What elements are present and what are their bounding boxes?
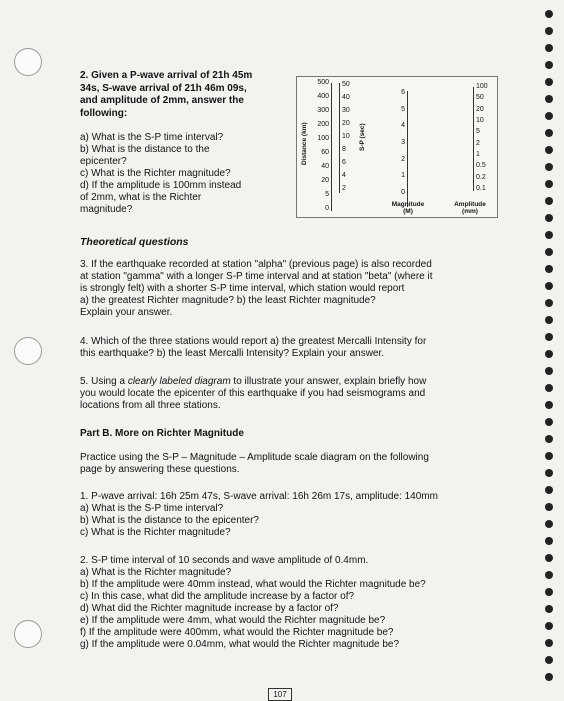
magnitude-scale-line	[407, 91, 408, 207]
spiral-ring	[545, 554, 553, 562]
q5-first-line	[80, 376, 426, 388]
p1-line: a) What is the S-P time interval?	[80, 503, 224, 514]
spiral-ring	[545, 265, 553, 273]
amplitude-tick-label: 2	[476, 139, 480, 147]
magnitude-tick-label: 5	[401, 105, 405, 113]
distance-tick-label: 40	[321, 163, 329, 170]
sp-tick-label: 40	[342, 94, 350, 101]
spiral-ring	[545, 537, 553, 545]
magnitude-label-text: Magnitude	[391, 201, 425, 208]
distance-tick-label: 200	[317, 121, 329, 128]
distance-tick-label: 400	[317, 93, 329, 100]
q2-item: c) What is the Richter magnitude?	[80, 168, 231, 179]
spiral-ring	[545, 656, 553, 664]
sp-scale-line	[339, 83, 340, 193]
magnitude-tick-label: 3	[401, 139, 405, 146]
q2-header-line: 2. Given a P-wave arrival of 21h 45m	[80, 70, 253, 81]
spiral-ring	[545, 486, 553, 494]
q5-italic: clearly labeled diagram	[127, 376, 231, 387]
spiral-ring	[545, 248, 553, 256]
q3-line: Explain your answer.	[80, 307, 173, 318]
spiral-ring	[545, 10, 553, 18]
magnitude-label	[385, 201, 431, 215]
practice-line: page by answering these questions.	[80, 464, 240, 475]
spiral-ring	[545, 384, 553, 392]
distance-axis-label: Distance (km)	[301, 122, 308, 165]
sp-tick-label: 8	[342, 146, 346, 153]
p1-line: 1. P-wave arrival: 16h 25m 47s, S-wave arrival: 16h 26m 17s, amplitude: 140mm	[80, 491, 438, 502]
sp-tick-label: 6	[342, 159, 346, 166]
q5	[80, 376, 426, 412]
q2-item: of 2mm, what is the Richter	[80, 192, 202, 203]
amplitude-tick-label: 0.2	[476, 173, 486, 181]
q2-header-line: 34s, S-wave arrival of 21h 46m 09s,	[80, 82, 247, 94]
sp-tick-label: 4	[342, 172, 346, 179]
distance-tick-label: 300	[317, 107, 329, 114]
spiral-ring	[545, 27, 553, 35]
amplitude-label	[447, 201, 493, 215]
spiral-ring	[545, 673, 553, 681]
sp-axis-label: S-P (sec)	[359, 123, 366, 151]
q4-line: 4. Which of the three stations would report a) the greatest Mercalli Intensity for	[80, 336, 427, 347]
magnitude-unit-text: (M)	[403, 208, 413, 215]
q2-header	[80, 70, 252, 120]
amplitude-tick-label: 100	[476, 83, 488, 90]
spiral-ring	[545, 622, 553, 630]
q3-line: at station "gamma" with a longer S-P time interval and at station "beta" (where it	[80, 271, 433, 282]
sp-tick-label: 30	[342, 107, 350, 114]
magnitude-tick-label: 0	[401, 189, 405, 196]
q2-item: b) What is the distance to the	[80, 144, 210, 155]
distance-tick-label: 100	[317, 135, 329, 142]
q2-item: epicenter?	[80, 156, 127, 167]
q3-line: 3. If the earthquake recorded at station "alpha" (previous page) is also recorded	[80, 259, 432, 270]
spiral-ring	[545, 503, 553, 511]
p2-line: g) If the amplitude were 0.04mm, what would the Richter magnitude be?	[80, 639, 400, 650]
theoretical-heading: Theoretical questions	[80, 236, 189, 248]
p2-line: e) If the amplitude were 4mm, what would the Richter magnitude be?	[80, 615, 386, 626]
distance-tick-label: 0	[325, 205, 329, 212]
q4-line: this earthquake? b) the least Mercalli Intensity? Explain your answer.	[80, 348, 385, 359]
spiral-ring	[545, 214, 553, 222]
spiral-ring	[545, 316, 553, 324]
spiral-ring	[545, 333, 553, 341]
spiral-ring	[545, 350, 553, 358]
spiral-ring	[545, 129, 553, 137]
amplitude-scale-line	[473, 87, 474, 191]
spiral-ring	[545, 231, 553, 239]
spiral-binding	[538, 0, 564, 700]
practice-intro	[80, 452, 429, 476]
amplitude-label-text: Amplitude	[454, 201, 486, 208]
amplitude-tick-label: 1	[476, 151, 480, 158]
spiral-ring	[545, 588, 553, 596]
spiral-ring	[545, 605, 553, 613]
spiral-ring	[545, 367, 553, 375]
amplitude-tick-label: 50	[476, 94, 484, 102]
magnitude-tick-label: 4	[401, 122, 405, 130]
spiral-ring	[545, 452, 553, 460]
p2-line: 2. S-P time interval of 10 seconds and wave amplitude of 0.4mm.	[80, 555, 369, 566]
spiral-ring	[545, 78, 553, 86]
q5-line: locations from all three stations.	[80, 400, 221, 411]
distance-tick-label: 20	[321, 177, 329, 184]
practice-q2	[80, 555, 426, 651]
spiral-ring	[545, 180, 553, 188]
spiral-ring	[545, 112, 553, 120]
q2-item: magnitude?	[80, 204, 133, 215]
spiral-ring	[545, 61, 553, 69]
spiral-ring	[545, 44, 553, 52]
spiral-ring	[545, 401, 553, 409]
amplitude-tick-label: 0.1	[476, 185, 486, 192]
amplitude-tick-label: 10	[476, 117, 484, 124]
distance-tick-label: 5	[325, 191, 329, 198]
q4	[80, 336, 426, 360]
distance-scale-line	[331, 83, 332, 211]
q2-items	[80, 132, 241, 216]
p2-line: b) If the amplitude were 40mm instead, what would the Richter magnitude be?	[80, 579, 426, 590]
binder-hole-top	[14, 48, 42, 76]
spiral-ring	[545, 146, 553, 154]
p1-line: c) What is the Richter magnitude?	[80, 527, 231, 538]
magnitude-tick-label: 6	[401, 89, 405, 96]
q2-item: d) If the amplitude is 100mm instead	[80, 180, 242, 191]
spiral-ring	[545, 299, 553, 307]
spiral-ring	[545, 520, 553, 528]
p2-line: d) What did the Richter magnitude increase by a factor of?	[80, 603, 339, 614]
sp-tick-label: 10	[342, 133, 350, 140]
distance-tick-label: 60	[321, 149, 329, 156]
amplitude-tick-label: 5	[476, 128, 480, 136]
p2-line: a) What is the Richter magnitude?	[80, 567, 232, 578]
q2-header-line: following:	[80, 107, 128, 119]
sp-tick-label: 2	[342, 185, 346, 192]
q5-suffix: to illustrate your answer, explain briefly how	[230, 376, 427, 387]
p2-line: f) If the amplitude were 400mm, what would the Richter magnitude be?	[80, 627, 394, 638]
spiral-ring	[545, 469, 553, 477]
q3-line: is strongly felt) with a shorter S-P time interval, which station would report	[80, 283, 405, 294]
p2-line: c) In this case, what did the amplitude increase by a factor of?	[80, 591, 355, 602]
q5-line: you would locate the epicenter of this earthquake if you had seismograms and	[80, 388, 426, 399]
practice-line: Practice using the S-P – Magnitude – Amplitude scale diagram on the following	[80, 452, 429, 463]
practice-q1	[80, 491, 438, 539]
amplitude-unit-text: (mm)	[462, 208, 478, 215]
q3	[80, 259, 433, 319]
spiral-ring	[545, 639, 553, 647]
spiral-ring	[545, 163, 553, 171]
q2-header-line: and amplitude of 2mm, answer the	[80, 95, 244, 106]
q2-item: a) What is the S-P time interval?	[80, 132, 224, 143]
distance-tick-label: 500	[317, 79, 329, 86]
spiral-ring	[545, 435, 553, 443]
amplitude-tick-label: 20	[476, 105, 484, 113]
part-b-heading: Part B. More on Richter Magnitude	[80, 428, 244, 439]
p1-line: b) What is the distance to the epicenter?	[80, 515, 259, 526]
page-number: 107	[268, 688, 292, 701]
q3-line: a) the greatest Richter magnitude? b) the least Richter magnitude?	[80, 295, 376, 306]
sp-tick-label: 50	[342, 81, 350, 88]
binder-hole-bottom	[14, 620, 42, 648]
magnitude-tick-label: 1	[401, 172, 405, 180]
spiral-ring	[545, 282, 553, 290]
spiral-ring	[545, 571, 553, 579]
spiral-ring	[545, 95, 553, 103]
binder-hole-middle	[14, 337, 42, 365]
richter-nomogram	[296, 76, 498, 218]
sp-tick-label: 20	[342, 120, 350, 127]
spiral-ring	[545, 418, 553, 426]
amplitude-tick-label: 0.5	[476, 162, 486, 170]
spiral-ring	[545, 197, 553, 205]
magnitude-tick-label: 2	[401, 155, 405, 163]
q5-prefix: 5. Using a	[80, 376, 128, 387]
